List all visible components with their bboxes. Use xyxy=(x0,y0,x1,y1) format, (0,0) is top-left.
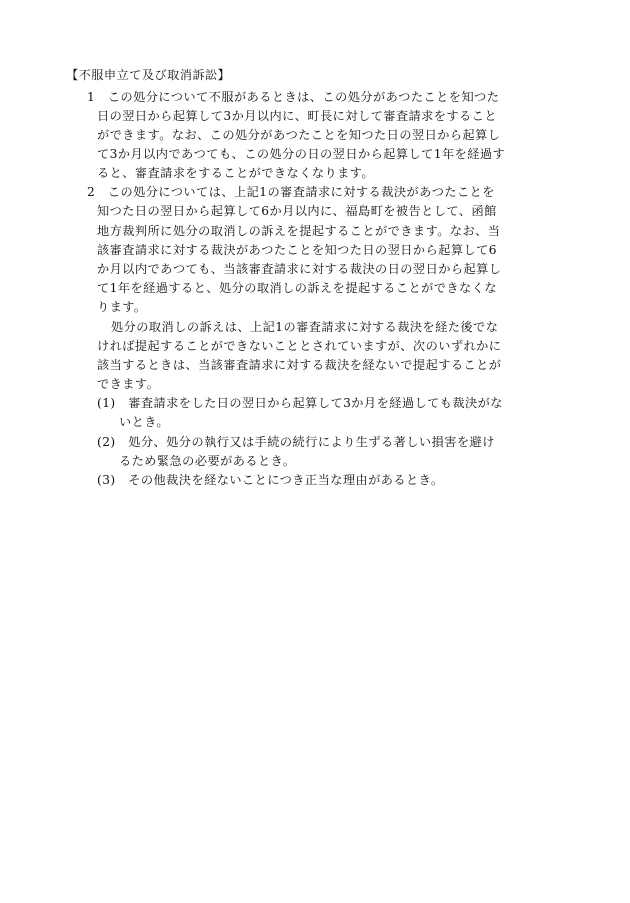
list-item-2-line: (2) 処分、処分の執行又は手続の続行により生ずる著しい損害を避け xyxy=(97,435,495,449)
section2-line: 知つた日の翌日から起算して6か月以内に、福島町を被告として、函館 xyxy=(97,204,497,218)
paragraph-line: 該当するときは、当該審査請求に対する裁決を経ないで提起することが xyxy=(97,358,502,372)
section1-line: 日の翌日から起算して3か月以内に、町長に対して審査請求をすること xyxy=(97,109,497,123)
section2-line: て1年を経過すると、処分の取消しの訴えを提起することができなくな xyxy=(97,281,497,295)
list-item-2-line: るため緊急の必要があるとき。 xyxy=(119,454,296,468)
section2-line: 地方裁判所に処分の取消しの訴えを提起することができます。なお、当 xyxy=(97,224,501,238)
section1-line: ると、審査請求をすることができなくなります。 xyxy=(97,166,375,180)
section2-line: ります。 xyxy=(97,300,147,314)
heading: 【不服申立て及び取消訴訟】 xyxy=(66,68,231,82)
list-item-1-line: (1) 審査請求をした日の翌日から起算して3か月を経過しても裁決がな xyxy=(97,396,503,410)
section2-line: か月以内であつても、当該審査請求に対する裁決の日の翌日から起算し xyxy=(97,262,502,276)
section1-line: 1 この処分について不服があるときは、この処分があつたことを知つた xyxy=(87,90,500,104)
section2-line: 該審査請求に対する裁決があつたことを知つた日の翌日から起算して6 xyxy=(97,243,497,257)
list-item-1-line: いとき。 xyxy=(119,415,170,429)
section2-line: 2 この処分については、上記1の審査請求に対する裁決があつたことを xyxy=(87,185,495,199)
paragraph-line: できます。 xyxy=(97,377,160,391)
section1-line: ができます。なお、この処分があつたことを知つた日の翌日から起算し xyxy=(97,128,501,142)
paragraph-line: 処分の取消しの訴えは、上記1の審査請求に対する裁決を経た後でな xyxy=(111,320,499,334)
section1-line: て3か月以内であつても、この処分の日の翌日から起算して1年を経過す xyxy=(97,147,506,161)
paragraph-line: ければ提起することができないこととされていますが、次のいずれかに xyxy=(97,339,502,353)
list-item-3-line: (3) その他裁決を経ないことにつき正当な理由があるとき。 xyxy=(97,473,444,487)
